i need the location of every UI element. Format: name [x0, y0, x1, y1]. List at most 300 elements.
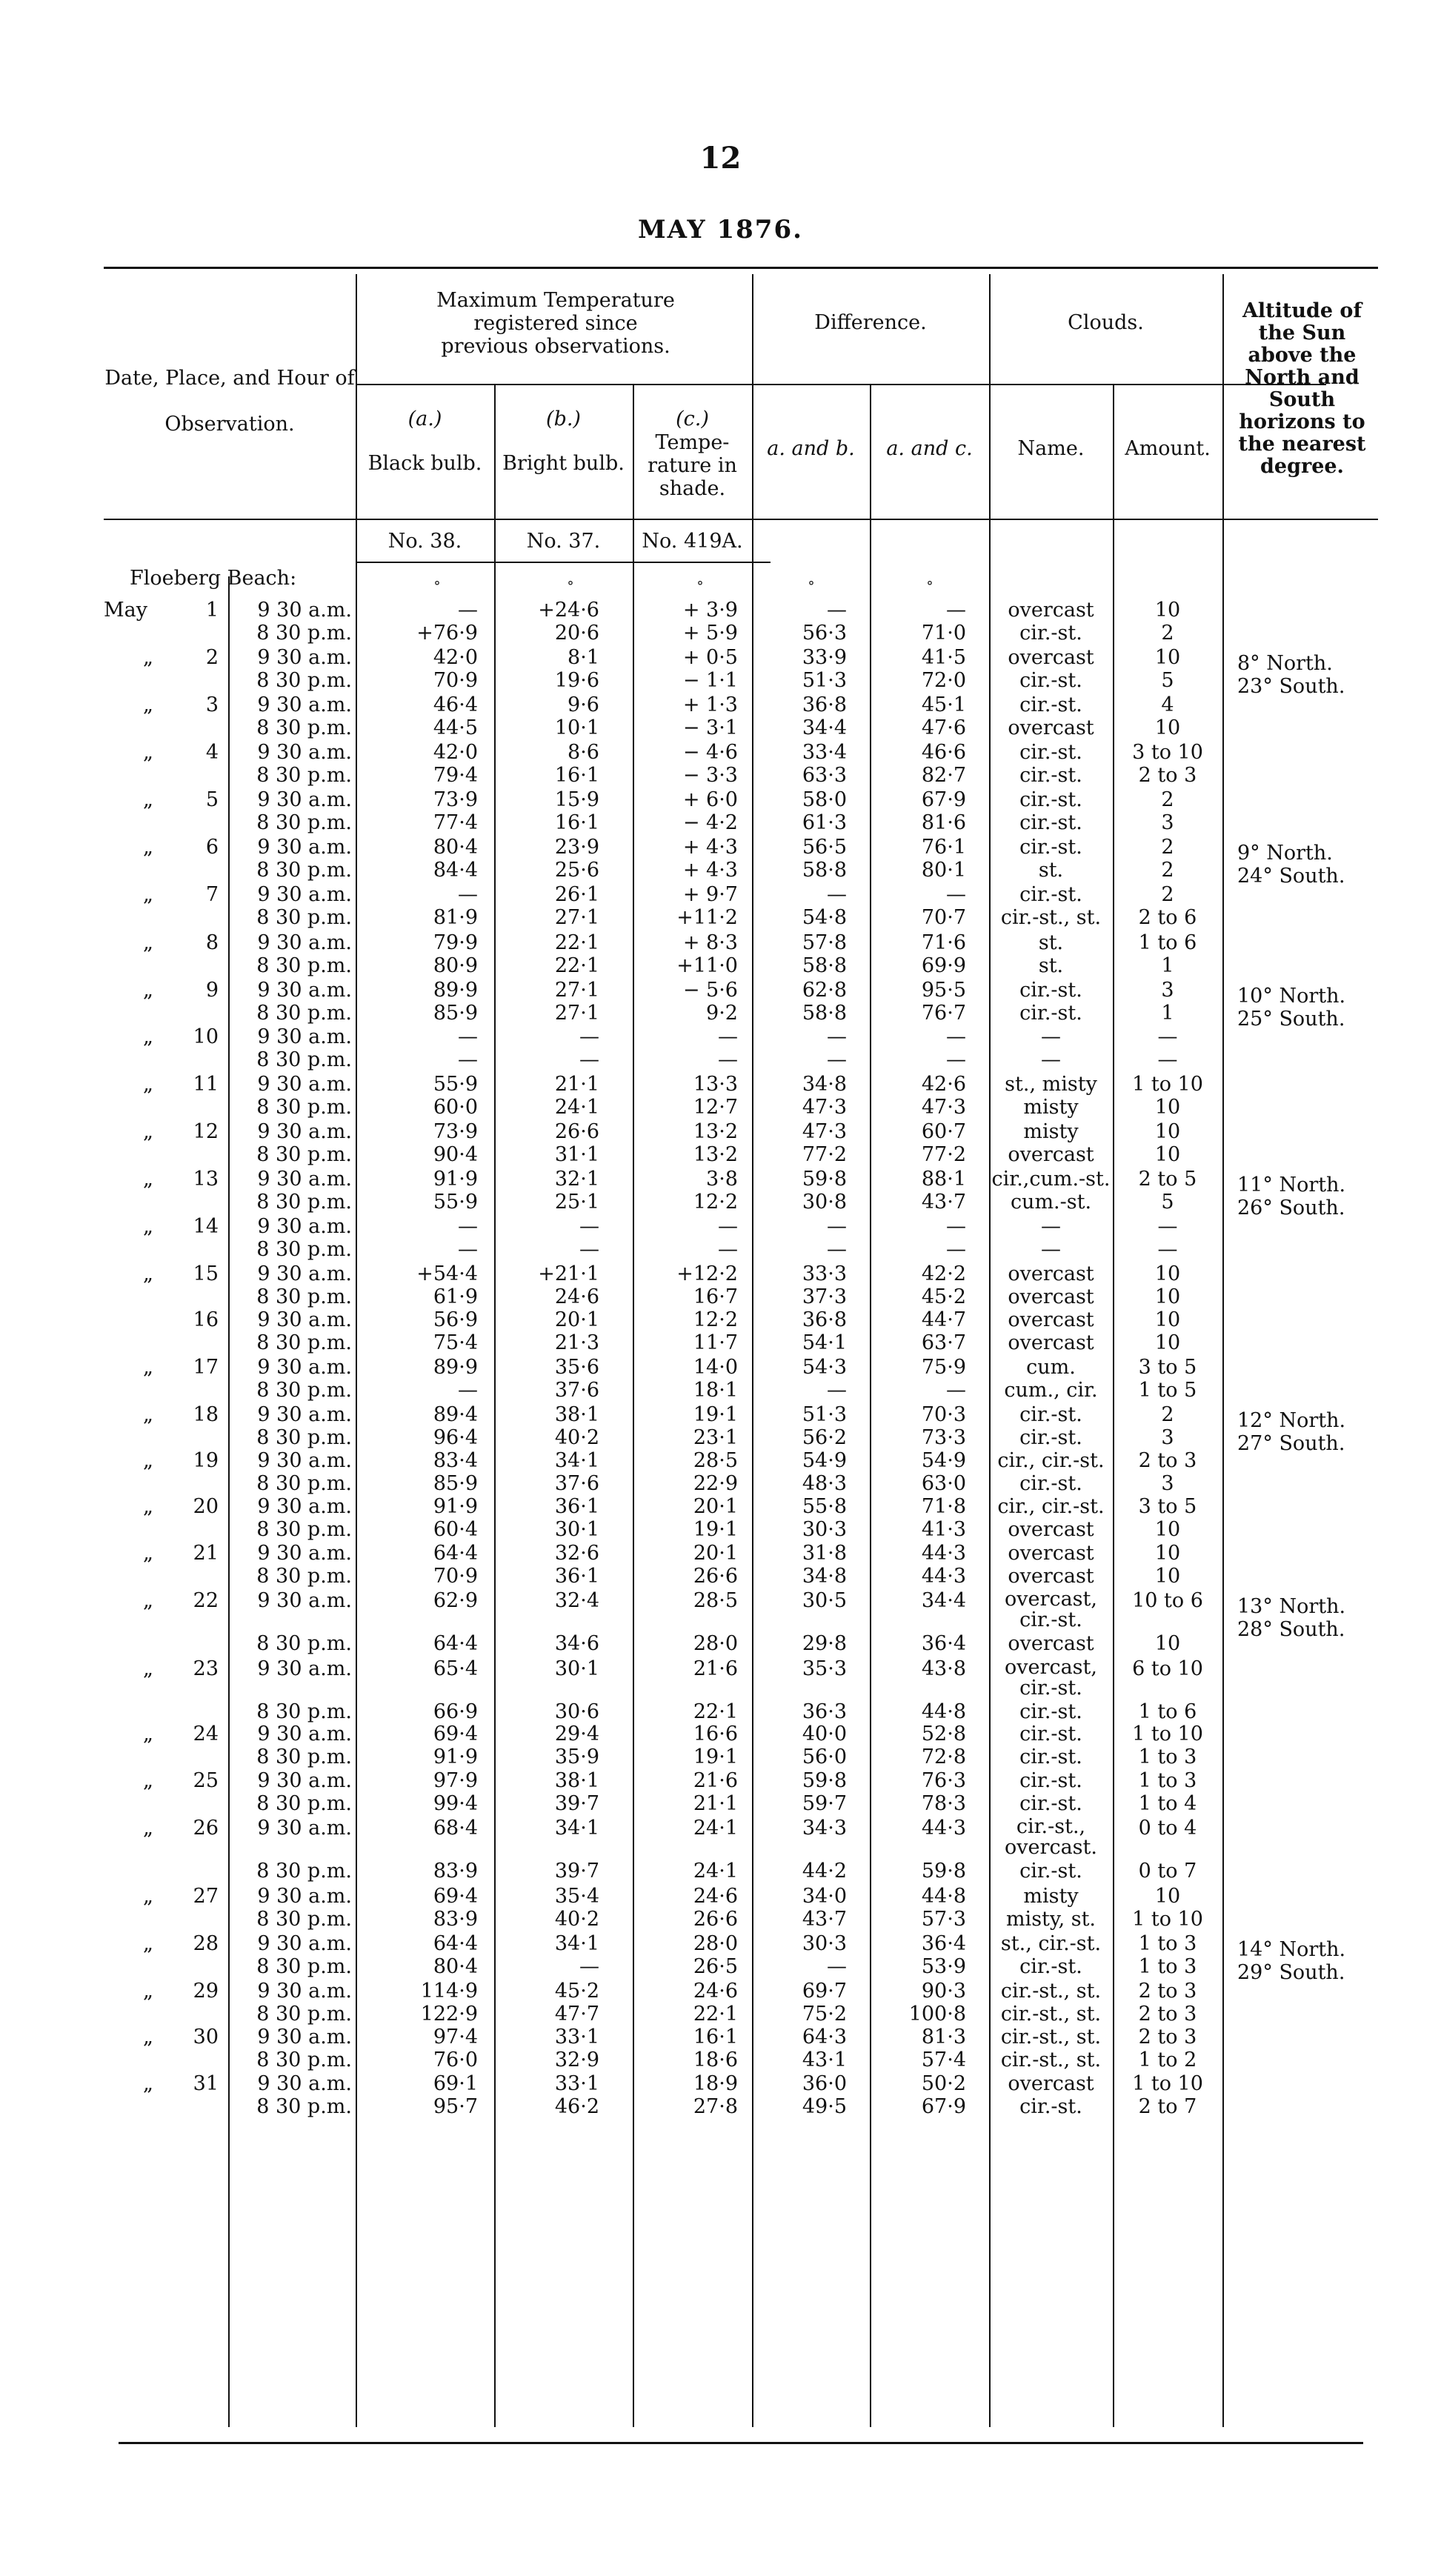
- shade-temp-value: + 9·7: [682, 883, 738, 906]
- cloud-amount: 10: [1154, 1542, 1181, 1565]
- diff-ac-value: 77·2: [921, 1143, 966, 1166]
- difference-header: Difference.: [814, 311, 927, 334]
- observation-time: 9 30 a.m.: [257, 1723, 352, 1745]
- black-bulb-value: —: [458, 1238, 478, 1261]
- shade-temp-value: 28·0: [693, 1632, 738, 1655]
- cloud-name: st.: [1038, 931, 1064, 954]
- diff-ab-value: 54·9: [802, 1449, 847, 1472]
- black-bulb-value: 55·9: [433, 1191, 478, 1214]
- diff-ab-value: 29·8: [802, 1632, 847, 1655]
- observation-time: 9 30 a.m.: [257, 1215, 352, 1238]
- observation-time: 9 30 a.m.: [257, 1403, 352, 1426]
- observation-table: [104, 267, 1378, 2443]
- black-bulb-value: 97·9: [433, 1769, 478, 1792]
- bright-bulb-value: 33·1: [554, 2026, 599, 2049]
- observation-time: 8 30 p.m.: [256, 1238, 352, 1261]
- cloud-amount: 6 to 10: [1132, 1657, 1203, 1680]
- cloud-amount: 1 to 10: [1132, 2072, 1203, 2095]
- clouds-header: Clouds.: [1068, 311, 1144, 334]
- cloud-name: overcast, cir.-st.: [1005, 1656, 1097, 1700]
- observation-time: 9 30 a.m.: [257, 1885, 352, 1908]
- cloud-name: cir.-st., st.: [1000, 2049, 1102, 2071]
- cloud-amount: 10: [1154, 1285, 1181, 1308]
- ditto-mark: „: [143, 1589, 153, 1612]
- diff-ac-value: 70·7: [921, 906, 966, 929]
- cloud-amount: 2 to 3: [1138, 764, 1197, 787]
- degree-mark-c: °: [696, 579, 704, 594]
- bright-bulb-value: —: [579, 1238, 599, 1261]
- diff-ac-value: 60·7: [921, 1120, 966, 1143]
- diff-ac-value: 78·3: [921, 1792, 966, 1815]
- day-number: 12: [193, 1120, 219, 1143]
- diff-ac-value: 52·8: [921, 1723, 966, 1745]
- bright-bulb-value: 24·1: [554, 1096, 599, 1119]
- black-bulb-value: 81·9: [433, 906, 478, 929]
- day-number: 22: [193, 1589, 219, 1612]
- observation-time: 8 30 p.m.: [256, 764, 352, 787]
- diff-ab-value: 54·3: [802, 1356, 847, 1379]
- ditto-mark: „: [143, 1449, 153, 1472]
- black-bulb-value: 69·4: [433, 1723, 478, 1745]
- bright-bulb-value: 38·1: [554, 1403, 599, 1426]
- cloud-name: misty: [1023, 1096, 1079, 1119]
- shade-temp-value: 24·6: [693, 1885, 738, 1908]
- ditto-mark: „: [143, 1168, 153, 1191]
- day-number: 18: [193, 1403, 219, 1426]
- black-bulb-value: +54·4: [416, 1262, 478, 1285]
- diff-ac-value: 44·8: [921, 1700, 966, 1723]
- shade-temp-value: —: [718, 1215, 738, 1238]
- bright-bulb-value: 34·6: [554, 1632, 599, 1655]
- degree-mark-b: °: [567, 579, 574, 594]
- black-bulb-value: 42·0: [433, 646, 478, 669]
- black-bulb-value: 91·9: [433, 1495, 478, 1518]
- black-bulb-value: 85·9: [433, 1002, 478, 1025]
- black-bulb-value: 64·4: [433, 1632, 478, 1655]
- diff-ac-value: 95·5: [921, 979, 966, 1002]
- black-bulb-value: 97·4: [433, 2026, 478, 2049]
- black-bulb-value: 60·0: [433, 1096, 478, 1119]
- diff-ac-value: 41·5: [921, 646, 966, 669]
- diff-ac-value: 71·0: [921, 622, 966, 645]
- cloud-name: —: [1041, 1048, 1061, 1071]
- black-bulb-value: —: [458, 1048, 478, 1071]
- black-bulb-value: 75·4: [433, 1331, 478, 1354]
- day-number: 10: [193, 1025, 219, 1048]
- bright-bulb-value: 8·6: [568, 741, 599, 764]
- black-bulb-value: 80·9: [433, 954, 478, 977]
- cloud-amount: 2 to 7: [1138, 2095, 1197, 2118]
- diff-ac-value: 71·6: [921, 931, 966, 954]
- bright-bulb-value: 36·1: [554, 1495, 599, 1518]
- black-bulb-value: 122·9: [420, 2003, 478, 2026]
- cloud-amount: 1 to 10: [1132, 1073, 1203, 1096]
- black-bulb-value: 89·4: [433, 1403, 478, 1426]
- black-bulb-value: 90·4: [433, 1143, 478, 1166]
- ditto-mark: „: [143, 1073, 153, 1096]
- diff-ac-value: 36·4: [921, 1932, 966, 1955]
- bright-bulb-value: 45·2: [554, 1980, 599, 2003]
- observation-time: 8 30 p.m.: [256, 1002, 352, 1025]
- cloud-name: cir.-st.: [1019, 1745, 1082, 1768]
- header-bottom-rule: [104, 519, 1378, 520]
- diff-ac-value: 43·8: [921, 1657, 966, 1680]
- observation-time: 8 30 p.m.: [256, 1331, 352, 1354]
- cloud-name: cir.-st.: [1019, 1860, 1082, 1883]
- cloud-name: cum.: [1026, 1356, 1076, 1379]
- instrument-number-c: No. 419A.: [642, 530, 743, 553]
- observation-time: 8 30 p.m.: [256, 622, 352, 645]
- bright-bulb-value: 27·1: [554, 979, 599, 1002]
- day-number: 19: [193, 1449, 219, 1472]
- instrument-row-rule: [356, 562, 771, 563]
- diff-ac-value: 69·9: [921, 954, 966, 977]
- observation-time: 9 30 a.m.: [257, 883, 352, 906]
- diff-ab-value: 61·3: [802, 811, 847, 834]
- cloud-amount: 1: [1161, 1002, 1174, 1025]
- shade-temp-value: 24·6: [693, 1980, 738, 2003]
- black-bulb-value: 56·9: [433, 1308, 478, 1331]
- diff-ac-value: —: [946, 1048, 966, 1071]
- shade-temp-value: 18·1: [693, 1379, 738, 1402]
- cloud-amount: 3 to 10: [1132, 741, 1203, 764]
- observation-time: 9 30 a.m.: [257, 1308, 352, 1331]
- cloud-name: overcast: [1008, 1565, 1094, 1588]
- cloud-amount: 1 to 3: [1138, 1745, 1197, 1768]
- shade-temp-value: 23·1: [693, 1426, 738, 1449]
- diff-ab-value: 56·5: [802, 836, 847, 859]
- degree-mark-ac: °: [926, 579, 934, 594]
- cloud-amount: 2 to 3: [1138, 1980, 1197, 2003]
- black-bulb-value: —: [458, 883, 478, 906]
- month-label: May: [104, 599, 147, 622]
- shade-temp-value: 26·6: [693, 1908, 738, 1931]
- diff-ab-value: 36·3: [802, 1700, 847, 1723]
- diff-ac-value: 57·3: [921, 1908, 966, 1931]
- diff-ab-value: 34·3: [802, 1817, 847, 1840]
- ditto-mark: „: [143, 1542, 153, 1565]
- bright-bulb-value: 36·1: [554, 1565, 599, 1588]
- black-bulb-value: 55·9: [433, 1073, 478, 1096]
- observation-time: 8 30 p.m.: [256, 1860, 352, 1883]
- shade-temp-value: − 4·2: [682, 811, 738, 834]
- diff-ac-value: 100·8: [908, 2003, 966, 2026]
- diff-ab-value: 59·8: [802, 1769, 847, 1792]
- observation-time: 9 30 a.m.: [257, 741, 352, 764]
- bright-bulb-value: 22·1: [554, 954, 599, 977]
- sun-altitude: 28° South.: [1237, 1618, 1345, 1641]
- sun-altitude: 10° North.: [1237, 985, 1346, 1008]
- day-number: 1: [205, 599, 219, 622]
- black-bulb-value: 83·9: [433, 1860, 478, 1883]
- ditto-mark: „: [143, 1356, 153, 1379]
- black-bulb-value: 79·9: [433, 931, 478, 954]
- day-number: 14: [193, 1215, 219, 1238]
- cloud-name: cir., cir.-st.: [997, 1495, 1105, 1518]
- diff-ac-value: 67·9: [921, 2095, 966, 2118]
- cloud-amount: 5: [1161, 669, 1174, 692]
- observation-time: 8 30 p.m.: [256, 1955, 352, 1978]
- observation-time: 8 30 p.m.: [256, 1379, 352, 1402]
- observation-time: 9 30 a.m.: [257, 693, 352, 716]
- day-number: 13: [193, 1168, 219, 1191]
- cloud-name: cir.-st.: [1019, 883, 1082, 906]
- sun-altitude: 29° South.: [1237, 1961, 1345, 1984]
- shade-temp-value: 18·9: [693, 2072, 738, 2095]
- day-number: 5: [205, 788, 219, 811]
- sun-altitude: 12° North.: [1237, 1409, 1346, 1432]
- a-label: (a.): [407, 407, 442, 430]
- bright-bulb-value: 34·1: [554, 1817, 599, 1840]
- black-bulb-value: 89·9: [433, 979, 478, 1002]
- observation-time: 9 30 a.m.: [257, 1449, 352, 1472]
- black-bulb-value: 77·4: [433, 811, 478, 834]
- cloud-name: cir.-st.: [1019, 669, 1082, 692]
- bright-bulb-value: 31·1: [554, 1143, 599, 1166]
- observation-time: 9 30 a.m.: [257, 836, 352, 859]
- shade-temp-value: +12·2: [676, 1262, 738, 1285]
- diff-ab-value: —: [827, 1215, 847, 1238]
- cloud-amount: 3: [1161, 1472, 1174, 1495]
- bright-bulb-value: 47·7: [554, 2003, 599, 2026]
- bright-bulb-value: 21·3: [554, 1331, 599, 1354]
- diff-ab-value: 40·0: [802, 1723, 847, 1745]
- black-bulb-value: 66·9: [433, 1700, 478, 1723]
- observation-time: 9 30 a.m.: [257, 1073, 352, 1096]
- cloud-name: cir., cir.-st.: [997, 1449, 1105, 1472]
- cloud-name: overcast: [1008, 599, 1094, 622]
- cloud-name: cir.-st., overcast.: [1005, 1815, 1097, 1859]
- b-name: Bright bulb.: [502, 452, 625, 475]
- observation-time: 8 30 p.m.: [256, 811, 352, 834]
- ditto-mark: „: [143, 1885, 153, 1908]
- b-label: (b.): [546, 407, 581, 430]
- black-bulb-value: 91·9: [433, 1168, 478, 1191]
- shade-temp-value: 13·2: [693, 1120, 738, 1143]
- shade-temp-value: 19·1: [693, 1745, 738, 1768]
- instrument-number-a: No. 38.: [387, 530, 462, 553]
- cloud-name: cum.-st.: [1010, 1191, 1092, 1214]
- cloud-amount: 3: [1161, 979, 1174, 1002]
- observation-time: 9 30 a.m.: [257, 599, 352, 622]
- observation-time: 9 30 a.m.: [257, 1980, 352, 2003]
- diff-ac-value: 44·3: [921, 1565, 966, 1588]
- day-number: 31: [193, 2072, 219, 2095]
- shade-temp-value: 22·1: [693, 2003, 738, 2026]
- observation-time: 8 30 p.m.: [256, 1565, 352, 1588]
- day-number: 25: [193, 1769, 219, 1792]
- cloud-amount: 2: [1161, 836, 1174, 859]
- cloud-amount: 10: [1154, 599, 1181, 622]
- shade-temp-value: 28·5: [693, 1589, 738, 1612]
- ditto-mark: „: [143, 1215, 153, 1238]
- day-number: 7: [205, 883, 219, 906]
- black-bulb-value: 46·4: [433, 693, 478, 716]
- observation-time: 8 30 p.m.: [256, 1700, 352, 1723]
- diff-ab-value: —: [827, 1048, 847, 1071]
- cloud-amount: 2 to 3: [1138, 2003, 1197, 2026]
- diff-ab-value: —: [827, 1955, 847, 1978]
- diff-ac-value: 50·2: [921, 2072, 966, 2095]
- day-number: 26: [193, 1817, 219, 1840]
- observation-time: 9 30 a.m.: [257, 1262, 352, 1285]
- day-number: 11: [193, 1073, 219, 1096]
- bright-bulb-value: —: [579, 1048, 599, 1071]
- sun-altitude: 9° North.: [1237, 842, 1333, 865]
- diff-ac-value: —: [946, 1025, 966, 1048]
- bright-bulb-value: 39·7: [554, 1792, 599, 1815]
- observation-time: 9 30 a.m.: [257, 788, 352, 811]
- ditto-mark: „: [143, 836, 153, 859]
- cloud-name: cir.-st.: [1019, 693, 1082, 716]
- cloud-amount: 10: [1154, 1308, 1181, 1331]
- ditto-mark: „: [143, 1932, 153, 1955]
- diff-ac-value: 59·8: [921, 1860, 966, 1883]
- cloud-name: —: [1041, 1215, 1061, 1238]
- cloud-name: cir.-st.: [1019, 1426, 1082, 1449]
- bright-bulb-value: 33·1: [554, 2072, 599, 2095]
- diff-ab-value: 51·3: [802, 1403, 847, 1426]
- observation-time: 9 30 a.m.: [257, 1356, 352, 1379]
- shade-temp-value: 19·1: [693, 1518, 738, 1541]
- ditto-mark: „: [143, 1262, 153, 1285]
- cloud-amount: 10: [1154, 716, 1181, 739]
- diff-ab-value: 75·2: [802, 2003, 847, 2026]
- observation-time: 8 30 p.m.: [256, 1472, 352, 1495]
- cloud-name: cir.,cum.-st.: [991, 1168, 1111, 1191]
- cloud-amount: 1 to 6: [1138, 1700, 1197, 1723]
- day-number: 4: [205, 741, 219, 764]
- cloud-amount: 3: [1161, 1426, 1174, 1449]
- bright-bulb-value: 32·6: [554, 1542, 599, 1565]
- diff-ab-value: 36·0: [802, 2072, 847, 2095]
- cloud-name: st., misty: [1005, 1073, 1097, 1096]
- shade-temp-value: 16·1: [693, 2026, 738, 2049]
- cloud-amount: 10: [1154, 1143, 1181, 1166]
- cloud-name: overcast: [1008, 1518, 1094, 1541]
- observation-time: 9 30 a.m.: [257, 1817, 352, 1840]
- bright-bulb-value: 26·1: [554, 883, 599, 906]
- observation-time: 8 30 p.m.: [256, 954, 352, 977]
- shade-temp-value: 20·1: [693, 1495, 738, 1518]
- diff-ac-value: 41·3: [921, 1518, 966, 1541]
- diff-ac-value: 53·9: [921, 1955, 966, 1978]
- max-temp-header: Maximum Temperature registered since previous observations.: [436, 289, 675, 358]
- diff-ab-value: 44·2: [802, 1860, 847, 1883]
- diff-ac-value: 36·4: [921, 1632, 966, 1655]
- sun-altitude: 8° North.: [1237, 652, 1333, 675]
- cloud-amount: 10: [1154, 1262, 1181, 1285]
- diff-ab-value: 47·3: [802, 1120, 847, 1143]
- ditto-mark: „: [143, 883, 153, 906]
- cloud-amount: 2: [1161, 788, 1174, 811]
- diff-ac-value: 80·1: [921, 859, 966, 882]
- cloud-amount: 2: [1161, 883, 1174, 906]
- diff-ab-value: 34·4: [802, 716, 847, 739]
- cloud-name: cir.-st.: [1019, 2095, 1082, 2118]
- shade-temp-value: —: [718, 1238, 738, 1261]
- diff-ac-value: 44·3: [921, 1817, 966, 1840]
- observation-time: 8 30 p.m.: [256, 1632, 352, 1655]
- ditto-mark: „: [143, 1403, 153, 1426]
- black-bulb-value: 64·4: [433, 1932, 478, 1955]
- cloud-amount: 2: [1161, 1403, 1174, 1426]
- ditto-mark: „: [143, 646, 153, 669]
- day-number: 15: [193, 1262, 219, 1285]
- bright-bulb-value: 35·9: [554, 1745, 599, 1768]
- bright-bulb-value: 20·6: [554, 622, 599, 645]
- cloud-name: cir.-st.: [1019, 788, 1082, 811]
- cloud-amount: 3: [1161, 811, 1174, 834]
- shade-temp-value: 22·9: [693, 1472, 738, 1495]
- observation-time: 8 30 p.m.: [256, 2003, 352, 2026]
- observation-time: 8 30 p.m.: [256, 716, 352, 739]
- observation-time: 8 30 p.m.: [256, 1285, 352, 1308]
- cloud-amount: 0 to 4: [1138, 1817, 1197, 1840]
- diff-ac-value: 63·0: [921, 1472, 966, 1495]
- shade-temp-value: + 3·9: [682, 599, 738, 622]
- ditto-mark: „: [143, 2072, 153, 2095]
- ditto-mark: „: [143, 1495, 153, 1518]
- diff-ab-value: 59·7: [802, 1792, 847, 1815]
- diff-ac-value: —: [946, 599, 966, 622]
- shade-temp-value: + 1·3: [682, 693, 738, 716]
- bright-bulb-value: 21·1: [554, 1073, 599, 1096]
- diff-ac-value: 72·8: [921, 1745, 966, 1768]
- bright-bulb-value: 46·2: [554, 2095, 599, 2118]
- observation-time: 9 30 a.m.: [257, 1025, 352, 1048]
- cloud-amount: 5: [1161, 1191, 1174, 1214]
- diff-ac-value: 90·3: [921, 1980, 966, 2003]
- observation-time: 9 30 a.m.: [257, 1495, 352, 1518]
- bright-bulb-value: 29·4: [554, 1723, 599, 1745]
- ditto-mark: „: [143, 979, 153, 1002]
- cloud-name: overcast: [1008, 1331, 1094, 1354]
- observation-time: 9 30 a.m.: [257, 1589, 352, 1612]
- observation-time: 8 30 p.m.: [256, 1745, 352, 1768]
- black-bulb-value: 96·4: [433, 1426, 478, 1449]
- sun-altitude: 23° South.: [1237, 675, 1345, 698]
- shade-temp-value: 12·7: [693, 1096, 738, 1119]
- degree-mark-ab: °: [808, 579, 815, 594]
- cloud-amount: —: [1157, 1238, 1178, 1261]
- black-bulb-value: 69·4: [433, 1885, 478, 1908]
- observation-time: 8 30 p.m.: [256, 1908, 352, 1931]
- observation-time: 9 30 a.m.: [257, 1168, 352, 1191]
- bright-bulb-value: 32·4: [554, 1589, 599, 1612]
- black-bulb-value: 95·7: [433, 2095, 478, 2118]
- bright-bulb-value: 40·2: [554, 1908, 599, 1931]
- bright-bulb-value: —: [579, 1215, 599, 1238]
- diff-ac-value: 67·9: [921, 788, 966, 811]
- bright-bulb-value: 27·1: [554, 1002, 599, 1025]
- sun-altitude: 25° South.: [1237, 1008, 1345, 1031]
- shade-temp-value: − 1·1: [682, 669, 738, 692]
- observation-time: 8 30 p.m.: [256, 2049, 352, 2071]
- cloud-name: overcast: [1008, 1143, 1094, 1166]
- sun-altitude: 14° North.: [1237, 1938, 1346, 1961]
- cloud-amount: 1 to 3: [1138, 1932, 1197, 1955]
- black-bulb-value: 44·5: [433, 716, 478, 739]
- shade-temp-value: − 3·3: [682, 764, 738, 787]
- diff-ab-value: —: [827, 1379, 847, 1402]
- black-bulb-value: 73·9: [433, 1120, 478, 1143]
- sun-altitude: 13° North.: [1237, 1595, 1346, 1618]
- day-number: 6: [205, 836, 219, 859]
- ditto-mark: „: [143, 1657, 153, 1680]
- diff-ab-value: 33·3: [802, 1262, 847, 1285]
- bright-bulb-value: 38·1: [554, 1769, 599, 1792]
